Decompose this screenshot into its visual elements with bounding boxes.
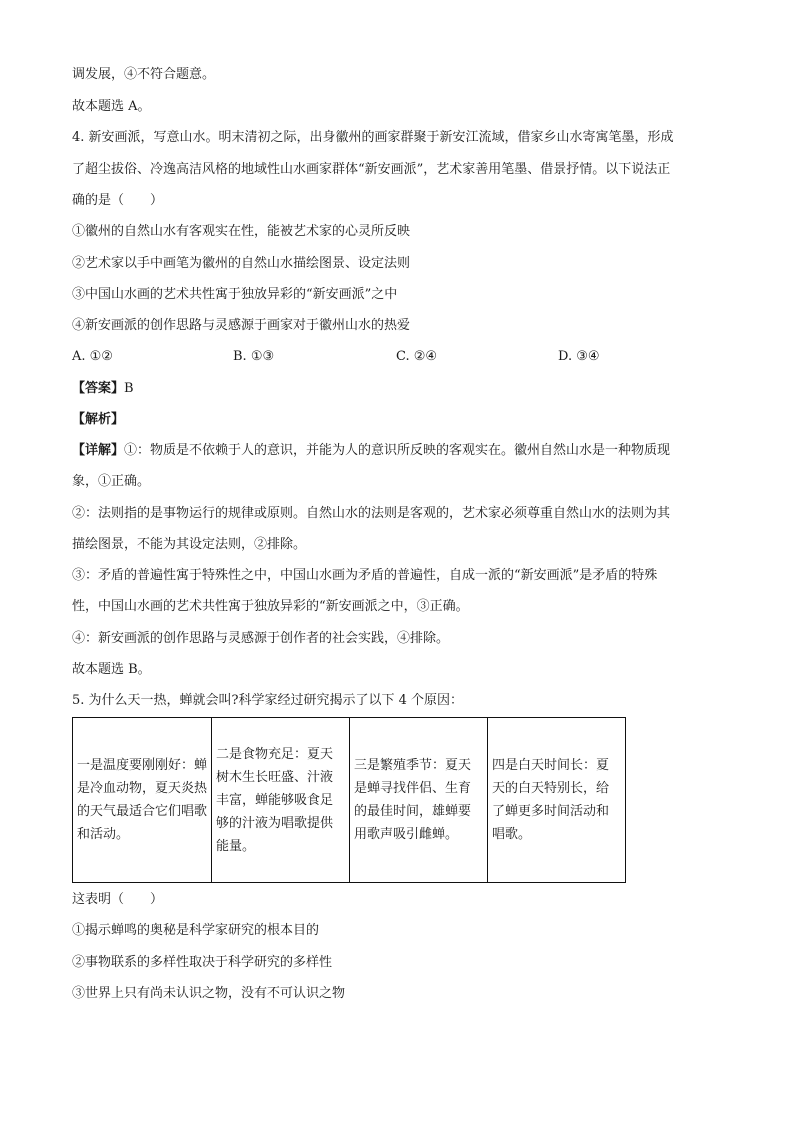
conclusion: 故本题选 B。 xyxy=(72,662,151,677)
table-cell: 四是白天时间长：夏天的白天特别长，给了蝉更多时间活动和唱歌。 xyxy=(488,718,626,883)
detail-line: 象，①正确。 xyxy=(72,474,151,489)
text-line: 故本题选 A。 xyxy=(72,99,151,114)
detail-line: ④：新安画派的创作思路与灵感源于创作者的社会实践，④排除。 xyxy=(72,631,450,646)
detail-line: ③：矛盾的普遍性寓于特殊性之中，中国山水画为矛盾的普遍性，自成一派的“新安画派”是矛盾的特殊 xyxy=(72,568,658,583)
question-4-stem: 4. 新安画派，写意山水。明末清初之际，出身徽州的画家群聚于新安江流域，借家乡山水寄寓笔墨，形成 xyxy=(72,130,674,145)
reasons-table xyxy=(72,717,626,883)
statement-3: ③中国山水画的艺术共性寓于独放异彩的“新安画派”之中 xyxy=(72,287,398,302)
statement-1: ①揭示蝉鸣的奥秘是科学家研究的根本目的 xyxy=(72,923,320,938)
detail-line: ②：法则指的是事物运行的规律或原则。自然山水的法则是客观的，艺术家必须尊重自然山水的法则为其 xyxy=(72,506,671,521)
statement-2: ②事物联系的多样性取决于科学研究的多样性 xyxy=(72,955,333,970)
statement-1: ①徽州的自然山水有客观实在性，能被艺术家的心灵所反映 xyxy=(72,224,411,239)
detail-label: 【详解】 xyxy=(72,443,125,458)
detail-line: 性，中国山水画的艺术共性寓于独放异彩的“新安画派之中，③正确。 xyxy=(72,599,469,614)
option-c: C. ②④ xyxy=(396,349,438,364)
option-d: D. ③④ xyxy=(558,349,600,364)
table-cell: 二是食物充足：夏天树木生长旺盛、汁液丰富，蝉能够吸食足够的汁液为唱歌提供能量。 xyxy=(212,718,350,883)
statement-3: ③世界上只有尚未认识之物，没有不可认识之物 xyxy=(72,986,346,1001)
table-row xyxy=(73,718,626,883)
detail-line: 描绘图景，不能为其设定法则，②排除。 xyxy=(72,537,307,552)
question-4-stem: 了超尘拔俗、冷逸高洁风格的地域性山水画家群体“新安画派”，艺术家善用笔墨、借景抒情。以下说法正 xyxy=(72,162,671,177)
answer-line xyxy=(72,380,134,398)
option-b: B. ①③ xyxy=(233,349,275,364)
text-line: 调发展，④不符合题意。 xyxy=(72,67,216,82)
statement-2: ②艺术家以手中画笔为徽州的自然山水描绘图景、设定法则 xyxy=(72,256,411,271)
statement-4: ④新安画派的创作思路与灵感源于画家对于徽州山水的热爱 xyxy=(72,318,411,333)
table-cell: 三是繁殖季节：夏天是蝉寻找伴侣、生育的最佳时间，雄蝉要用歌声吸引雌蝉。 xyxy=(350,718,488,883)
table-cell: 一是温度要刚刚好：蝉是冷血动物，夏天炎热的天气最适合它们唱歌和活动。 xyxy=(73,718,212,883)
answer-label: 【答案】 xyxy=(72,381,125,396)
detail-line xyxy=(72,442,670,460)
analysis-label: 【解析】 xyxy=(72,412,125,427)
question-5-stem: 5. 为什么天一热，蝉就会叫?科学家经过研究揭示了以下 4 个原因： xyxy=(72,693,464,708)
option-a: A. ①② xyxy=(72,349,113,364)
question-4-stem: 确的是（ ） xyxy=(72,193,164,208)
detail-text: ①：物质是不依赖于人的意识，并能为人的意识所反映的客观实在。徽州自然山水是一种物质现 xyxy=(124,443,671,458)
answer-value: B xyxy=(124,381,134,396)
question-5-prompt: 这表明（ ） xyxy=(72,892,164,907)
